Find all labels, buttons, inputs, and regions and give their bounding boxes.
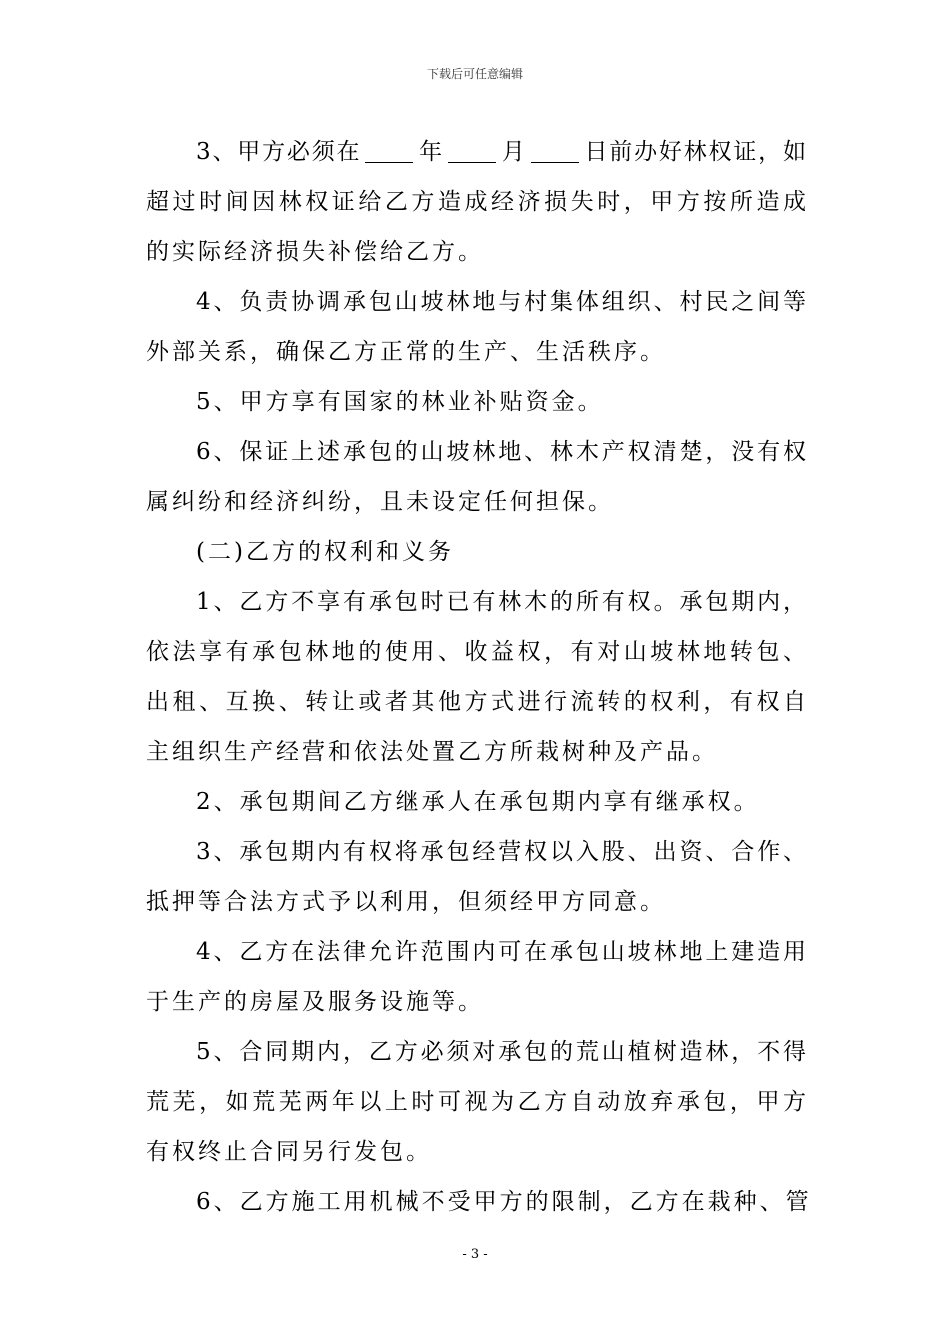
- paragraph-line: (二)乙方的权利和义务: [196, 539, 454, 565]
- line-segment: 日前办好林权证，如: [582, 139, 807, 165]
- fill-in-blank: [531, 134, 579, 163]
- paragraph-line: 有权终止合同另行发包。: [146, 1139, 432, 1165]
- fill-in-blank: [365, 134, 413, 163]
- paragraph-line: 2、承包期间乙方继承人在承包期内享有继承权。: [196, 789, 760, 815]
- line-segment: 月: [500, 139, 527, 165]
- paragraph-line: [146, 127, 806, 177]
- paragraph-line: 6、保证上述承包的山坡林地、林木产权清楚，没有权: [196, 439, 806, 465]
- paragraph-line: 的实际经济损失补偿给乙方。: [146, 239, 484, 265]
- paragraph-line: 4、乙方在法律允许范围内可在承包山坡林地上建造用: [196, 939, 806, 965]
- paragraph-line: 于生产的房屋及服务设施等。: [146, 989, 484, 1015]
- paragraph-line: 外部关系，确保乙方正常的生产、生活秩序。: [146, 339, 666, 365]
- line-segment: 年: [417, 139, 444, 165]
- line-segment: 3、甲方必须在: [196, 139, 362, 165]
- paragraph-line: 荒芜，如荒芜两年以上时可视为乙方自动放弃承包，甲方: [146, 1089, 806, 1115]
- paragraph-line: 5、合同期内，乙方必须对承包的荒山植树造林，不得: [196, 1039, 806, 1065]
- paragraph-line: 依法享有承包林地的使用、收益权，有对山坡林地转包、: [146, 639, 806, 665]
- paragraph-line: 属纠纷和经济纠纷，且未设定任何担保。: [146, 489, 614, 515]
- paragraph-line: 1、乙方不享有承包时已有林木的所有权。承包期内，: [196, 589, 806, 615]
- paragraph-line: 超过时间因林权证给乙方造成经济损失时，甲方按所造成: [146, 189, 806, 215]
- page-number: - 3 -: [462, 1247, 488, 1262]
- paragraph-line: 5、甲方享有国家的林业补贴资金。: [196, 389, 604, 415]
- page-header: 下载后可任意编辑: [426, 67, 523, 81]
- paragraph-line: 出租、互换、转让或者其他方式进行流转的权利，有权自: [146, 689, 806, 715]
- paragraph-line: 抵押等合法方式予以利用，但须经甲方同意。: [146, 889, 666, 915]
- paragraph-line: 4、负责协调承包山坡林地与村集体组织、村民之间等: [196, 289, 806, 315]
- paragraph-line: 3、承包期内有权将承包经营权以入股、出资、合作、: [196, 839, 806, 865]
- paragraph-line: 6、乙方施工用机械不受甲方的限制，乙方在栽种、管: [196, 1189, 812, 1215]
- fill-in-blank: [448, 134, 496, 163]
- paragraph-line: 主组织生产经营和依法处置乙方所栽树种及产品。: [146, 739, 718, 765]
- document-body: [146, 127, 812, 1227]
